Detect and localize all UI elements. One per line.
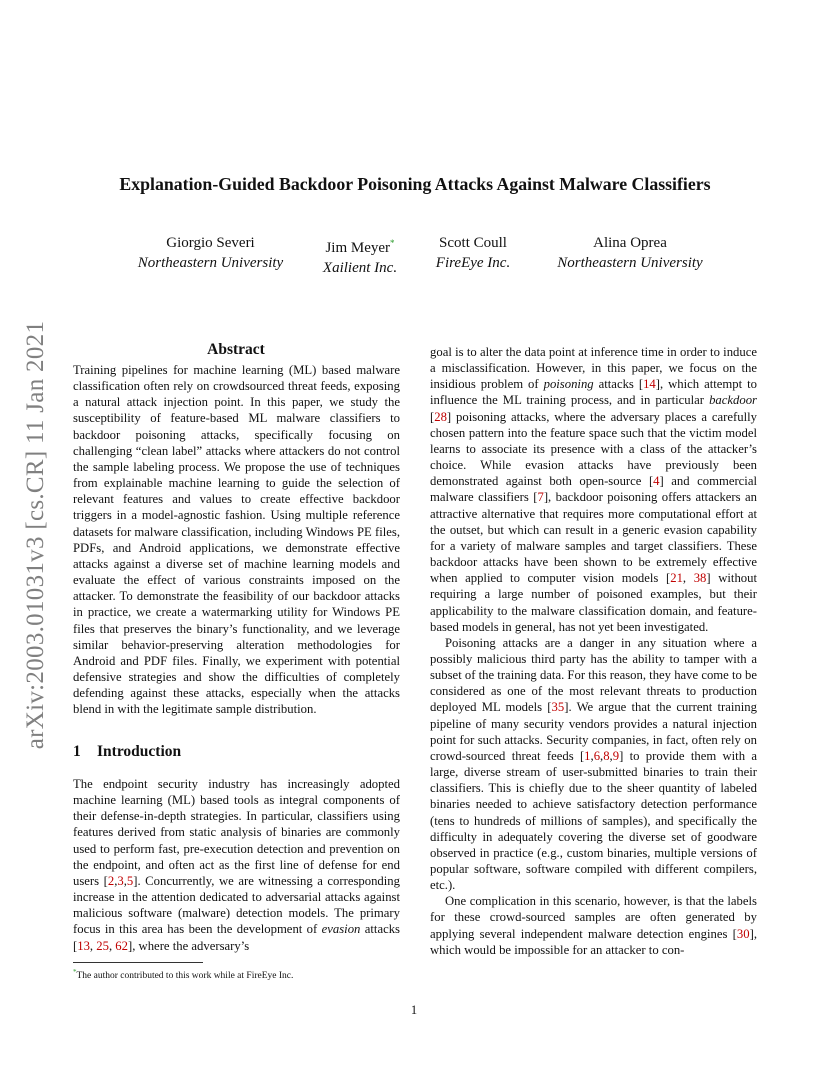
author-affiliation: Xailient Inc. <box>322 260 398 276</box>
text-run: [ <box>430 409 435 424</box>
citation-link[interactable]: 62 <box>115 938 128 953</box>
intro-right-column <box>430 344 757 958</box>
text-run: ], where the adversary’s <box>127 938 250 953</box>
paper-title: Explanation-Guided Backdoor Poisoning Attacks Against Malware Classifiers <box>119 174 711 194</box>
intro-left-column <box>73 776 400 954</box>
footnote <box>73 966 400 982</box>
citation-link[interactable]: 4 <box>653 474 660 489</box>
section-heading <box>73 743 181 761</box>
author-block <box>295 233 425 278</box>
text-run: Poisoning attacks are a danger in any situation where a possibly malicious third party has the ability to tamper with a subset of the training data. For this reason, they have come to be considered as one of the most relevant threats to production deployed ML models [ <box>430 635 757 715</box>
citation-link[interactable]: 2 <box>107 873 115 888</box>
text-run: ]. We argue that the current training pipeline of many security vendors provides a natural injection point for such attacks. Security companies, in fact, often rely on crowd-sourced threat feeds [ <box>430 700 757 763</box>
author-block <box>108 233 313 273</box>
page-number: 1 <box>410 1003 418 1017</box>
author-affiliation: FireEye Inc. <box>435 255 511 271</box>
citation-link[interactable]: 8 <box>603 748 610 763</box>
text-run: ], which would be impossible for an attacker to con- <box>430 926 757 957</box>
intro-paragraph <box>430 893 757 958</box>
text-run: ] poisoning attacks, where the adversary places a carefully chosen pattern into the feature space such that the victim model learns to associate its presence with a class of the attacker’s choice. While evasion attacks have previously been demonstrated against both open-source [ <box>430 409 757 489</box>
section-title: Introduction <box>97 743 182 760</box>
author-name-container <box>295 233 425 258</box>
citation-link[interactable]: 28 <box>434 409 447 424</box>
section-number: 1 <box>73 743 81 760</box>
abstract-paragraph: Training pipelines for machine learning (ML) based malware classification often rely on crowdsourced threat feeds, exposing a natural attack injection point. In this paper, we study the susceptibility of feature-based ML malware classifiers to backdoor poisoning attacks, specifically focusing on challenging “clean label” attacks where attackers do not control the sample labeling process. We propose the use of techniques from explainable machine learning to guide the selection of relevant features and values to create effective backdoor triggers in a model-agnostic fashion. Using multiple reference datasets for malware classification, including Windows PE files, PDFs, and Android applications, we demonstrate effective attacks against a diverse set of machine learning models and evaluate the effect of various constraints imposed on the attacker. To demonstrate the feasibility of our backdoor attacks in practice, we create a watermarking utility for Windows PE files that preserves the binary’s functionality, and we leverage similar behavior-preserving alteration methodologies for Android and PDF files. Finally, we experiment with potential defensive strategies and show the difficulties of completely defending against these attacks, especially when the attacks blend in with the legitimate sample distribution. <box>73 363 400 717</box>
citation-link[interactable]: 7 <box>537 490 544 505</box>
citation-link[interactable]: 35 <box>551 700 565 715</box>
citation-link[interactable]: 30 <box>736 926 750 941</box>
intro-paragraph: goal is to alter the data point at inference time in order to induce a misclassification. However, in this paper, we focus on the insidious problem of poisoning attacks [14], which attempt to influence the ML training process, and in particular backdoor [28] poisoning attacks, where the adversary places a carefully chosen pattern into the feature space such that the victim model learns to associate its presence with a class of the attacker’s choice. While evasion attacks have previously been demonstrated against both open-source [4] and commercial malware classifiers [7], backdoor poisoning offers attackers an attractive alternative that requires more computational effort at the outset, but which can result in a generic evasion capability for a variety of malware samples and target classifiers. These backdoor attacks have been shown to be extremely effective when applied to computer vision models [21, 38] without requiring a large number of poisoned examples, but their applicability to the malware classification domain, and feature-based models in general, has not yet been investigated. <box>430 345 758 634</box>
citation-link[interactable]: 14 <box>643 377 656 392</box>
citation-link[interactable]: 5 <box>126 873 134 888</box>
text-run: ] without requiring a large number of poisoned examples, but their applicability to the malware classification domain, and feature-based models in general, has not yet been investigated. <box>430 571 758 634</box>
author-block <box>408 233 538 273</box>
text-run: ]. Concurrently, we are witnessing a corresponding increase in the attention dedicated to adversarial attacks against malicious software (malware) detection models. The primary focus in this area has been the development of <box>73 873 400 937</box>
abstract-heading: Abstract <box>207 341 265 358</box>
emphasis: poisoning <box>543 377 594 392</box>
arxiv-sidebar <box>14 300 58 770</box>
citation-link[interactable]: 3 <box>117 873 124 888</box>
text-run: ], which attempt to influence the ML training process, and in particular <box>430 377 757 408</box>
arxiv-identifier: arXiv:2003.01031v3 [cs.CR] 11 Jan 2021 <box>22 320 49 750</box>
intro-paragraph: Poisoning attacks are a danger in any situation where a possibly malicious third party has the ability to tamper with a subset of the training data. For this reason, they have come to be considered as one of the most relevant threats to production deployed ML models [35]. We argue that the current training pipeline of many security vendors provides a natural injection point for such attacks. Security companies, in fact, often rely on crowd-sourced threat feeds [1,6,8,9] to provide them with a large, diverse stream of user-submitted binaries to train their classifiers. This is chiefly due to the sheer quantity of labeled binaries needed to achieve satisfactory detection performance (tens to hundreds of millions of samples), and specifically the difficulty in adequately covering the diverse set of goodware observed in practice (e.g., custom binaries, multiple versions of popular software, software compiled with different compilers, etc.). <box>430 635 757 893</box>
emphasis: backdoor <box>709 393 757 408</box>
author-name: Giorgio Severi <box>166 235 255 251</box>
intro-paragraph: The endpoint security industry has increasingly adopted machine learning (ML) based tools as integral components of their defense-in-depth strategies. In particular, classifiers using features derived from static analysis of binaries are commonly used to perform fast, pre-execution detection and prevention on the endpoint, and often act as the first line of defense for end users [2,3,5]. Concurrently, we are witnessing a corresponding increase in the attention dedicated to adversarial attacks against malicious software (malware) detection models. The primary focus in this area has been the development of evasion attacks [13, 25, 62], where the adversary’s <box>73 777 400 953</box>
citation-link[interactable]: 9 <box>612 748 620 763</box>
text-run: goal is to alter the data point at inference time in order to induce a misclassification. However, in this paper, we focus on the insidious problem of <box>430 345 757 392</box>
author-name: Scott Coull <box>439 235 507 251</box>
citation-link[interactable]: 1 <box>584 748 591 763</box>
text-run: The endpoint security industry has increasingly adopted machine learning (ML) based tools as integral components of their defense-in-depth strategies. In particular, classifiers using features derived from static analysis of binaries are commonly used to perform fast, pre-execution detection and prevention on the endpoint, and often act as the first line of defense for end users [ <box>73 777 400 888</box>
citation-link[interactable]: 6 <box>593 748 601 763</box>
author-affiliation: Northeastern University <box>137 255 284 271</box>
citation-link[interactable]: 13 <box>77 938 90 953</box>
text-run: ], backdoor poisoning offers attackers an attractive alternative that requires more computational effort at the outset, but which can result in a generic evasion capability for a variety of malware samples and target classifiers. These backdoor attacks have been shown to be extremely effective when applied to computer vision models [ <box>430 490 757 586</box>
footnote-marker: * <box>73 968 77 976</box>
citation-link[interactable]: 38 <box>693 571 707 586</box>
citation-link[interactable]: 21 <box>670 571 683 586</box>
author-footnote-marker[interactable]: * <box>390 238 395 248</box>
author-name: Jim Meyer <box>325 240 391 256</box>
footnote-text: The author contributed to this work while at FireEye Inc. <box>76 971 294 982</box>
emphasis: evasion <box>321 922 361 937</box>
citation-link[interactable]: 25 <box>96 938 109 953</box>
author-name: Alina Oprea <box>593 235 667 251</box>
abstract-body <box>73 362 400 717</box>
text-run: attacks [ <box>593 377 644 392</box>
text-run: One complication in this scenario, however, is that the labels for these crowd-sourced samples are often generated by applying several independent malware detection engines [ <box>430 894 757 941</box>
text-run: ] to provide them with a large, diverse stream of user-submitted binaries to train their classifiers. This is chiefly due to the sheer quantity of labeled binaries needed to achieve satisfactory detection performance (tens to hundreds of millions of samples), and specifically the difficulty in adequately covering the diverse set of goodware observed in practice (e.g., custom binaries, multiple versions of popular software, software compiled with different compilers, etc.). <box>430 748 757 893</box>
text-run: attacks [ <box>73 922 400 953</box>
author-block <box>530 233 730 273</box>
text-run: ] and commercial malware classifiers [ <box>430 474 757 505</box>
footnote-divider <box>73 962 203 963</box>
author-affiliation: Northeastern University <box>557 255 703 271</box>
